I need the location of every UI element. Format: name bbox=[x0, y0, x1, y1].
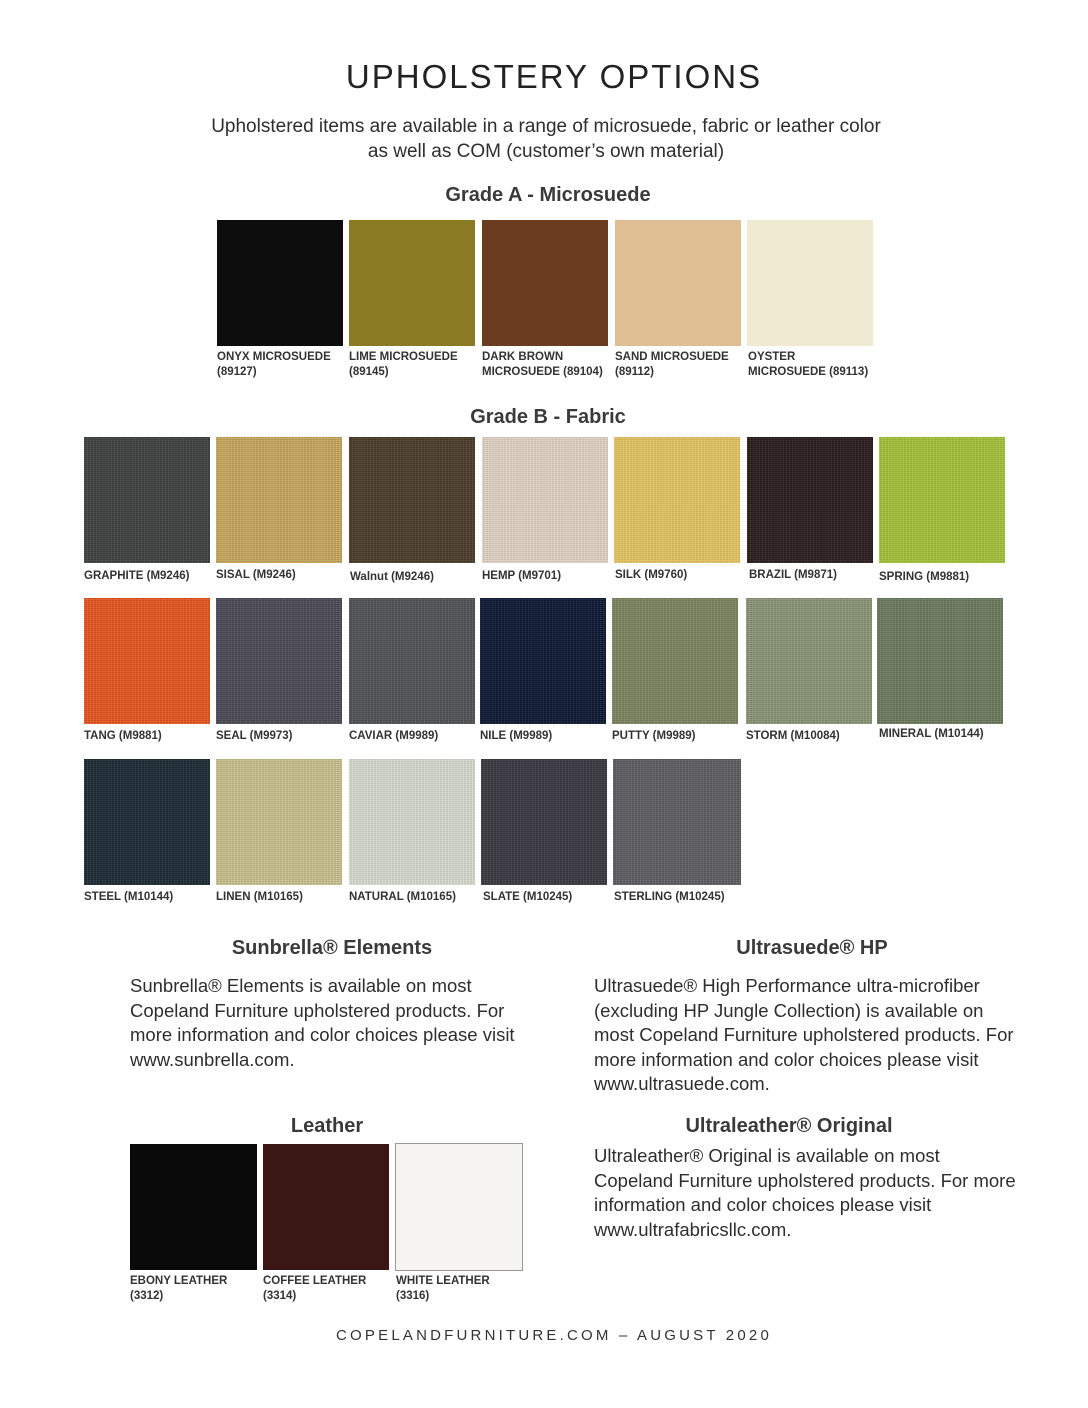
text-line: Ultrasuede® High Performance ultra-microfiber bbox=[594, 975, 980, 996]
swatch-brazil[interactable] bbox=[747, 437, 873, 563]
swatch-label: LINEN (M10165) bbox=[216, 891, 303, 903]
swatch-dark-brown-microsuede[interactable] bbox=[482, 220, 608, 346]
ultrasuede-description bbox=[594, 974, 1030, 1097]
swatch-label: SPRING (M9881) bbox=[879, 571, 970, 583]
swatch-label: WHITE LEATHER (3316) bbox=[396, 1275, 490, 1302]
swatch-label: STEEL (M10144) bbox=[84, 891, 174, 903]
swatch-oyster-microsuede[interactable] bbox=[747, 220, 873, 346]
swatch-hemp[interactable] bbox=[482, 437, 608, 563]
grade-b-heading: Grade B - Fabric bbox=[470, 406, 626, 428]
text-line: (excluding HP Jungle Collection) is available on bbox=[594, 999, 984, 1021]
swatch-slate[interactable] bbox=[481, 759, 607, 885]
swatch-mineral[interactable] bbox=[877, 598, 1003, 724]
swatch-label: STORM (M10084) bbox=[746, 730, 840, 742]
swatch-label: HEMP (M9701) bbox=[482, 570, 562, 582]
swatch-label: COFFEE LEATHER (3314) bbox=[263, 1275, 367, 1302]
swatch-label: SAND MICROSUEDE (89112) bbox=[615, 351, 729, 378]
swatch-ebony-leather[interactable] bbox=[130, 1144, 257, 1270]
footer-text: COPELANDFURNITURE.COM – AUGUST 2020 bbox=[336, 1327, 772, 1344]
swatch-white-leather[interactable] bbox=[395, 1143, 523, 1271]
swatch-lime-microsuede[interactable] bbox=[349, 220, 475, 346]
ultraleather-heading: Ultraleather® Original bbox=[685, 1115, 893, 1137]
sunbrella-heading: Sunbrella® Elements bbox=[231, 937, 433, 959]
swatch-coffee-leather[interactable] bbox=[263, 1144, 389, 1270]
swatch-sand-microsuede[interactable] bbox=[615, 220, 741, 346]
swatch-sterling[interactable] bbox=[613, 759, 741, 885]
text-line: most Copeland Furniture upholstered products. For bbox=[594, 1024, 1014, 1046]
text-line: Sunbrella® Elements is available on most bbox=[130, 975, 472, 996]
ultraleather-description bbox=[594, 1144, 1030, 1242]
swatch-walnut[interactable] bbox=[349, 437, 475, 563]
text-line: information and color choices please visit bbox=[594, 1194, 932, 1216]
swatch-tang[interactable] bbox=[84, 598, 210, 724]
text-line: www.ultrafabricsllc.com. bbox=[594, 1218, 792, 1240]
swatch-label: EBONY LEATHER (3312) bbox=[130, 1275, 228, 1302]
swatch-nile[interactable] bbox=[480, 598, 606, 724]
swatch-label: MINERAL (M10144) bbox=[879, 728, 984, 740]
swatch-onyx-microsuede[interactable] bbox=[217, 220, 343, 346]
swatch-label: CAVIAR (M9989) bbox=[349, 730, 439, 742]
swatch-label: LIME MICROSUEDE (89145) bbox=[349, 351, 458, 378]
text-line: Copeland Furniture upholstered products. For bbox=[130, 999, 505, 1021]
swatch-label: PUTTY (M9989) bbox=[612, 730, 696, 742]
text-line: more information and color choices please visit bbox=[130, 1024, 515, 1046]
swatch-label: TANG (M9881) bbox=[84, 730, 162, 742]
swatch-label: SISAL (M9246) bbox=[216, 569, 296, 581]
intro-line-1: Upholstered items are available in a range of microsuede, fabric or leather color bbox=[211, 116, 881, 137]
swatch-graphite[interactable] bbox=[84, 437, 210, 563]
intro-line-2: as well as COM (customer’s own material) bbox=[367, 141, 725, 162]
swatch-label: Walnut (M9246) bbox=[350, 571, 434, 583]
swatch-label: NILE (M9989) bbox=[480, 730, 553, 742]
swatch-label: OYSTER MICROSUEDE (89113) bbox=[748, 351, 869, 378]
swatch-storm[interactable] bbox=[746, 598, 872, 724]
swatch-steel[interactable] bbox=[84, 759, 210, 885]
text-line: Ultraleather® Original is available on most bbox=[594, 1145, 940, 1166]
grade-a-heading: Grade A - Microsuede bbox=[445, 184, 651, 206]
swatch-label: STERLING (M10245) bbox=[614, 891, 725, 903]
swatch-caviar[interactable] bbox=[349, 598, 475, 724]
swatch-label: GRAPHITE (M9246) bbox=[84, 570, 190, 582]
swatch-label: DARK BROWN MICROSUEDE (89104) bbox=[482, 351, 603, 378]
swatch-label: ONYX MICROSUEDE (89127) bbox=[217, 351, 331, 378]
sunbrella-description bbox=[130, 974, 536, 1072]
page-title: UPHOLSTERY OPTIONS bbox=[345, 58, 763, 95]
ultrasuede-heading: Ultrasuede® HP bbox=[736, 937, 888, 959]
swatch-label: SLATE (M10245) bbox=[483, 891, 573, 903]
swatch-natural[interactable] bbox=[349, 759, 475, 885]
swatch-silk[interactable] bbox=[614, 437, 740, 563]
leather-heading: Leather bbox=[290, 1115, 364, 1137]
text-line: more information and color choices please visit bbox=[594, 1048, 979, 1070]
swatch-linen[interactable] bbox=[216, 759, 342, 885]
swatch-label: BRAZIL (M9871) bbox=[749, 569, 837, 581]
swatch-label: NATURAL (M10165) bbox=[349, 891, 456, 903]
swatch-sisal[interactable] bbox=[216, 437, 342, 563]
swatch-seal[interactable] bbox=[216, 598, 342, 724]
swatch-label: SILK (M9760) bbox=[615, 569, 688, 581]
text-line: Copeland Furniture upholstered products. For more bbox=[594, 1169, 1016, 1191]
text-line: www.ultrasuede.com. bbox=[594, 1073, 770, 1095]
intro-text bbox=[0, 114, 1088, 164]
text-line: www.sunbrella.com. bbox=[130, 1048, 295, 1070]
swatch-putty[interactable] bbox=[612, 598, 738, 724]
swatch-spring[interactable] bbox=[879, 437, 1005, 563]
swatch-label: SEAL (M9973) bbox=[216, 730, 293, 742]
